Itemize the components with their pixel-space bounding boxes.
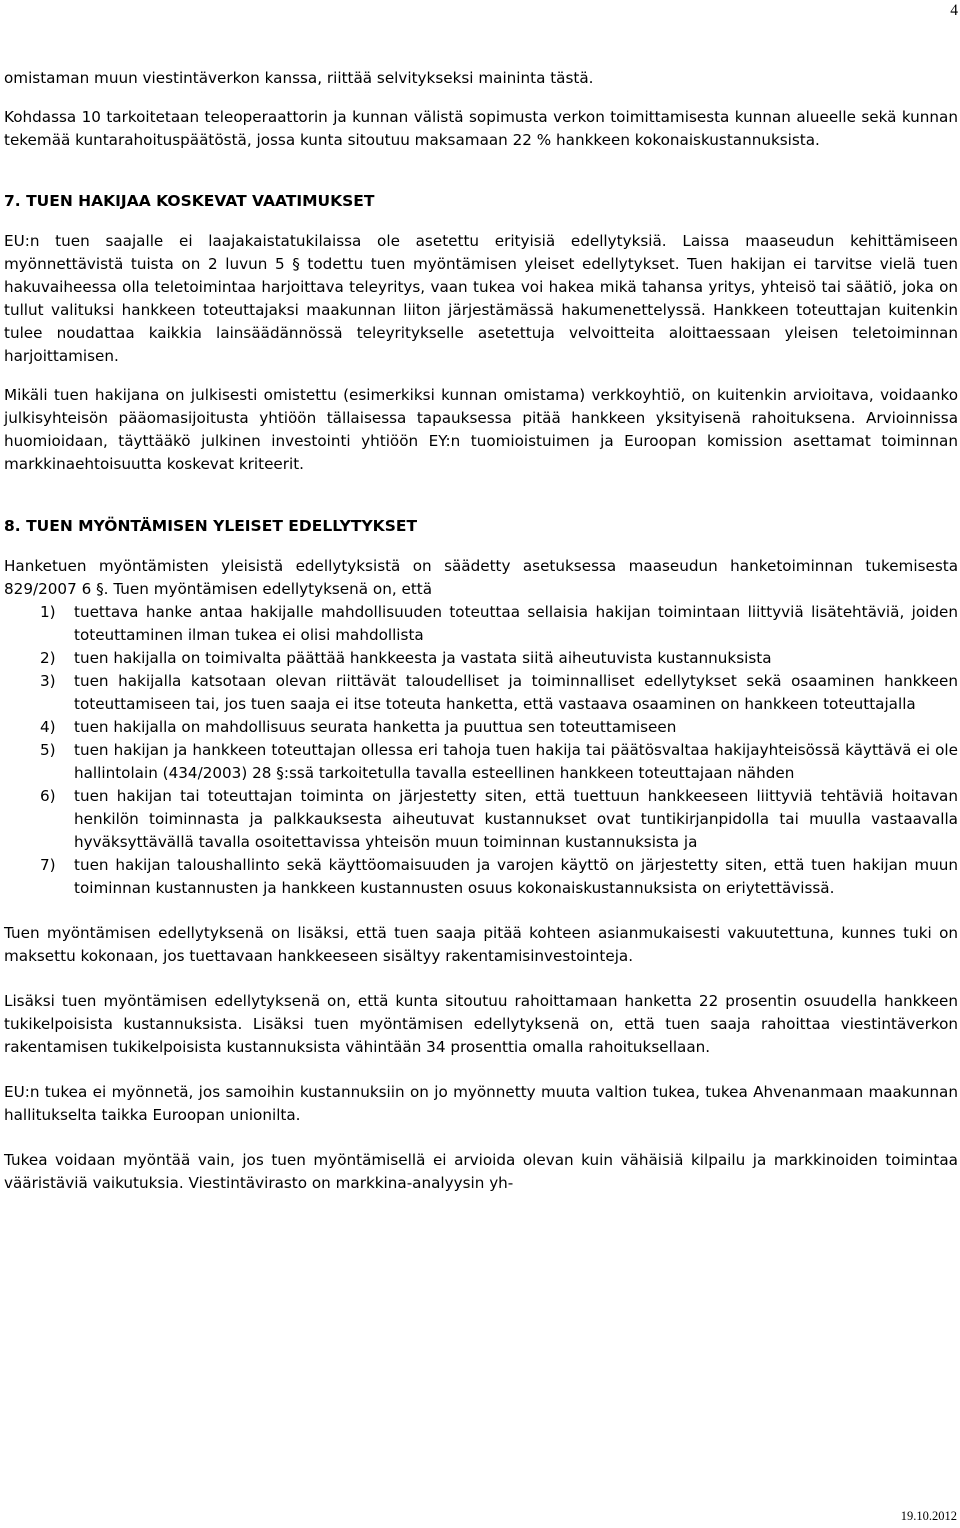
list-number: 1) — [40, 603, 56, 621]
paragraph: Kohdassa 10 tarkoitetaan teleoperaattorin ja kunnan välistä sopimusta verkon toimittamisesta kunnan alueelle sekä kunnan tekemää kuntarahoituspäätöstä, jossa kunta sitoutuu maksamaan 22 % hankkeen kokonaiskustannuksista. — [4, 108, 958, 149]
paragraph: Hanketuen myöntämisten yleisistä edellytyksistä on säädetty asetuksessa maaseudun hanketoiminnan tukemisesta 829/2007 6 §. Tuen myöntämisen edellytyksenä on, että — [4, 557, 958, 598]
list-item — [4, 670, 958, 716]
list-number: 7) — [40, 856, 56, 874]
conditions-list — [4, 601, 958, 900]
paragraph: Mikäli tuen hakijana on julkisesti omistettu (esimerkiksi kunnan omistama) verkkoyhtiö, on kuitenkin arvioitava, voidaanko julkisyhteisön pääomasijoitusta yhtiöön tällaisessa tapauksessa pitää hankkeen yksityisenä rahoituksena. Arvioinnissa huomioidaan, täyttääkö julkinen investointi yhtiöön EY:n tuomioistuimen ja Euroopan komission asettamat toiminnan markkinaehtoisuutta koskevat kriteerit. — [4, 386, 958, 473]
list-number: 6) — [40, 787, 56, 805]
page-number: 4 — [950, 2, 958, 19]
list-number: 4) — [40, 718, 56, 736]
paragraph: Tukea voidaan myöntää vain, jos tuen myöntämisellä ei arvioida olevan kuin vähäisiä kilpailu ja markkinoiden toimintaa vääristäviä vaikutuksia. Viestintävirasto on markkina-analyysin yh- — [4, 1151, 958, 1192]
paragraph: omistaman muun viestintäverkon kanssa, riittää selvitykseksi maininta tästä. — [4, 69, 594, 87]
list-text: tuen hakijan tai toteuttajan toiminta on järjestetty siten, että tuettuun hankkeeseen liittyviä tehtäviä hoitavan henkilön toiminnasta ja palkkauksesta aiheutuvat kustannukset ovat tuntikirjanpidolla tai muulla vastaavalla hyväksyttävällä tavalla osoitettavissa yhteisön muun toiminnan kustannuksista ja — [74, 787, 958, 851]
list-item — [4, 601, 958, 647]
paragraph: Lisäksi tuen myöntämisen edellytyksenä on, että kunta sitoutuu rahoittamaan hanketta 22 prosentin osuudella hankkeen tukikelpoisista kustannuksista. Lisäksi tuen myöntämisen edellytyksenä on, että tuen saaja rahoittaa viestintäverkon rakentamisen tukikelpoisista kustannuksista vähintään 34 prosenttia omalla rahoituksellaan. — [4, 992, 958, 1056]
list-item — [4, 739, 958, 785]
document-body — [4, 67, 958, 1195]
list-number: 3) — [40, 672, 56, 690]
list-text: tuen hakijalla on mahdollisuus seurata hanketta ja puuttua sen toteuttamiseen — [74, 718, 677, 736]
list-item — [4, 647, 958, 670]
list-item — [4, 716, 958, 739]
list-text: tuen hakijalla on toimivalta päättää hankkeesta ja vastata siitä aiheutuvista kustannuksista — [74, 649, 772, 667]
list-number: 2) — [40, 649, 56, 667]
paragraph: EU:n tuen saajalle ei laajakaistatukilaissa ole asetettu erityisiä edellytyksiä. Laissa maaseudun kehittämiseen myönnettävistä tuista on 2 luvun 5 § todettu tuen myöntämisen yleiset edellytykset. Tuen hakijan ei tarvitse vielä tuen hakuvaiheessa olla teletoimintaa harjoittava teleyritys, vaan tukea voi hakea mikä tahansa yritys, yhteisö tai säätiö, joka on tullut valituksi hankkeen toteuttajaksi maakunnan liiton järjestämässä hakumenettelyssä. Hankkeen toteuttajan kuitenkin tulee noudattaa kaikkia lainsäädännössä teleyritykselle asetettuja velvoitteita aloittaessaan yleisen teletoiminnan harjoittamisen. — [4, 232, 958, 365]
footer-date: 19.10.2012 — [900, 1509, 957, 1523]
list-item — [4, 854, 958, 900]
section-8-heading: 8. TUEN MYÖNTÄMISEN YLEISET EDELLYTYKSET — [4, 517, 418, 535]
list-text: tuen hakijan ja hankkeen toteuttajan ollessa eri tahoja tuen hakija tai päätösvaltaa hakijayhteisössä käyttävä ei ole hallintolain (434/2003) 28 §:ssä tarkoitetulla tavalla esteellinen hankkeen toteuttajaan nähden — [74, 741, 958, 782]
list-text: tuettava hanke antaa hakijalle mahdollisuuden toteuttaa sellaisia hakijan toimintaan liittyviä lisätehtäviä, joiden toteuttaminen ilman tukea ei olisi mahdollista — [74, 603, 958, 644]
paragraph: EU:n tukea ei myönnetä, jos samoihin kustannuksiin on jo myönnetty muuta valtion tukea, tukea Ahvenanmaan maakunnan hallitukselta taikka Euroopan unionilta. — [4, 1083, 958, 1124]
list-text: tuen hakijan taloushallinto sekä käyttöomaisuuden ja varojen käyttö on järjestetty siten, että tuen hakijan muun toiminnan kustannusten ja hankkeen kustannusten osuus kokonaiskustannuksista on eriytettävissä. — [74, 856, 958, 897]
section-7-heading: 7. TUEN HAKIJAA KOSKEVAT VAATIMUKSET — [4, 192, 375, 210]
list-text: tuen hakijalla katsotaan olevan riittävät taloudelliset ja toiminnalliset edellytykset sekä osaaminen hankkeen toteuttamiseen tai, jos tuen saaja ei itse toteuta hanketta, että vastaava osaaminen on hankkeen toteuttajalla — [74, 672, 958, 713]
list-number: 5) — [40, 741, 56, 759]
paragraph: Tuen myöntämisen edellytyksenä on lisäksi, että tuen saaja pitää kohteen asianmukaisesti vakuutettuna, kunnes tuki on maksettu kokonaan, jos tuettavaan hankkeeseen sisältyy rakentamisinvestointeja. — [4, 924, 958, 965]
list-item — [4, 785, 958, 854]
